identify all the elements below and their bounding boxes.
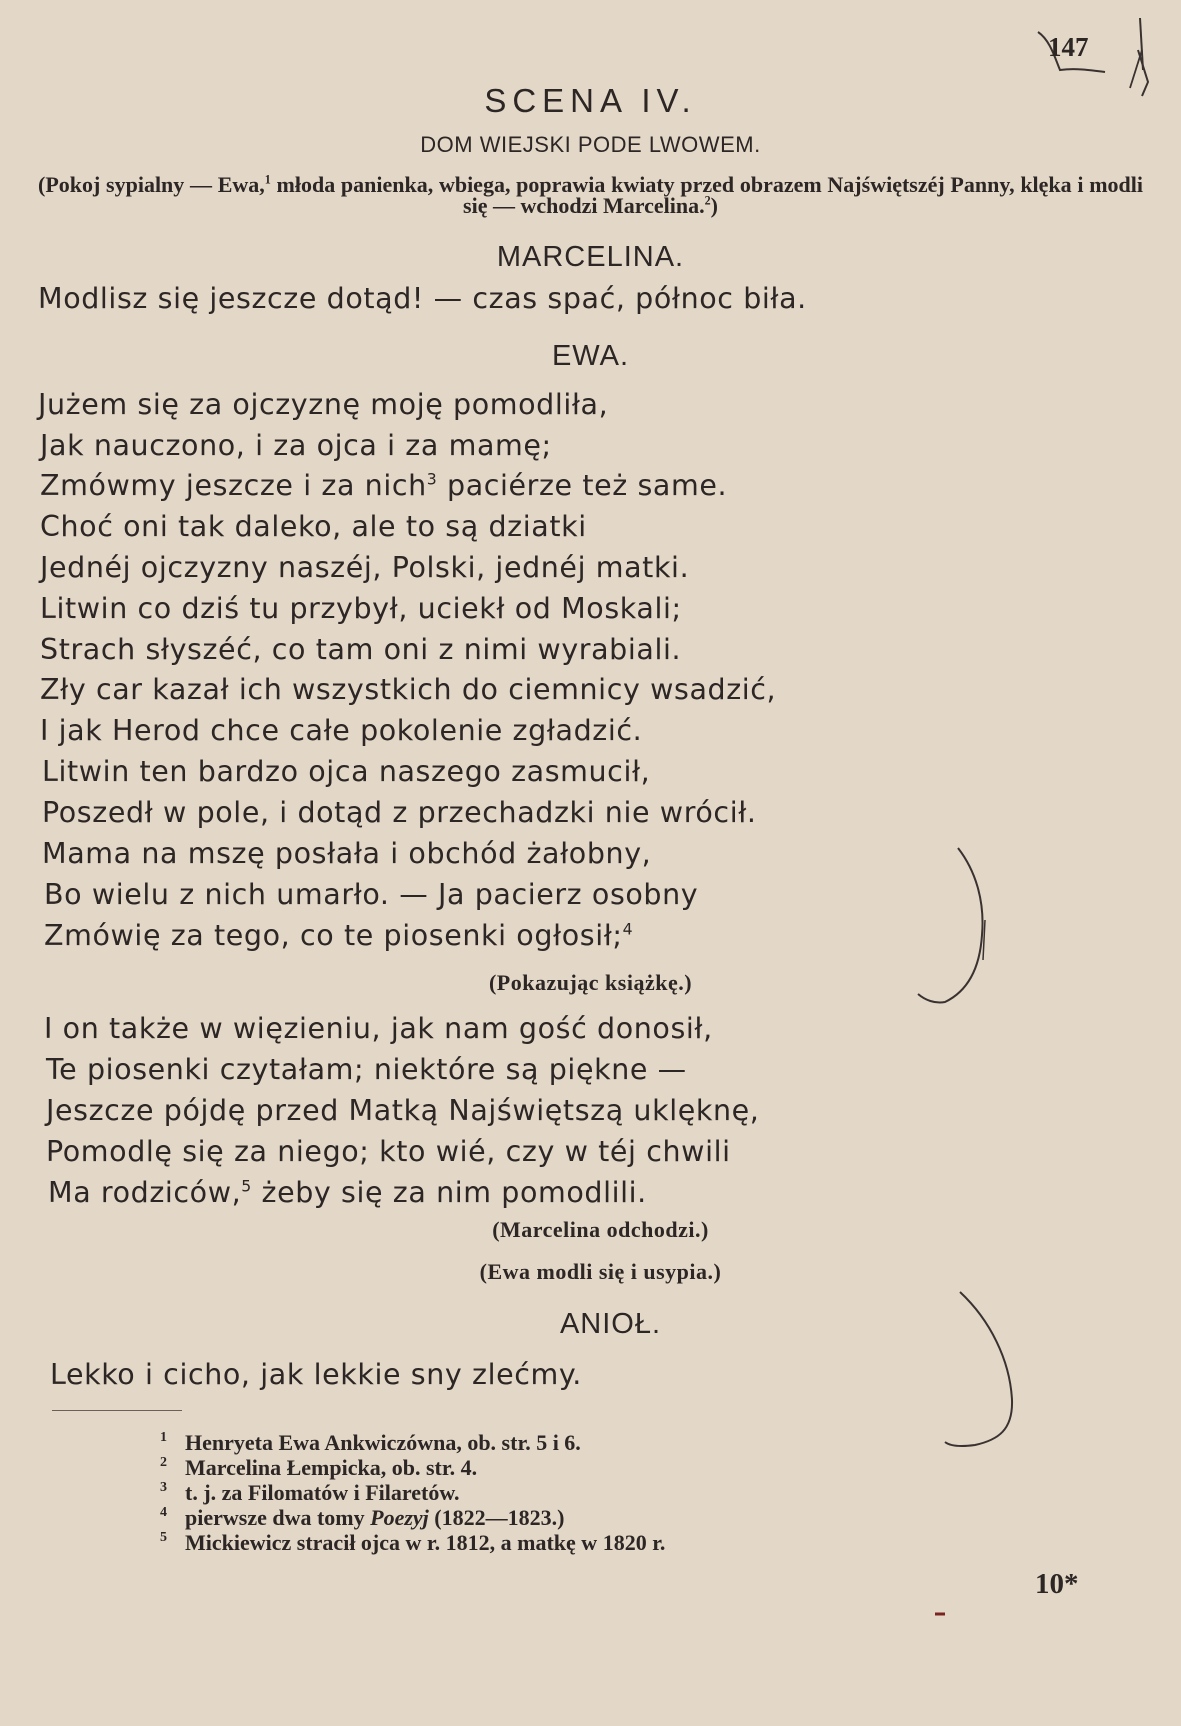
verse-text: Ma rodziców, xyxy=(48,1176,242,1209)
verse-text: żeby się za nim pomodlili. xyxy=(251,1176,647,1209)
speaker-marcelina: MARCELINA. xyxy=(496,241,685,273)
verse-line xyxy=(40,469,727,502)
verse-line: Jak nauczono, i za ojca i za mamę; xyxy=(40,429,552,462)
verse-line: Strach słyszéć, co tam oni z nimi wyrabiali. xyxy=(40,633,682,666)
footnote-ref: 5 xyxy=(241,1176,252,1196)
printer-signature: 10* xyxy=(1035,1568,1079,1600)
verse-line: Jeszcze pójdę przed Matką Najświętszą uklęknę, xyxy=(46,1094,760,1127)
verse-line: Choć oni tak daleko, ale to są dziatki xyxy=(40,510,587,543)
verse-line: Bo wielu z nich umarło. — Ja pacierz osobny xyxy=(44,878,699,911)
verse-line: Modlisz się jeszcze dotąd! — czas spać, północ biła. xyxy=(38,282,807,315)
footnote xyxy=(160,1480,460,1506)
verse-line: Te piosenki czytałam; niektóre są piękne — xyxy=(46,1053,687,1086)
verse-line xyxy=(48,1176,647,1209)
verse-line: Jużem się za ojczyznę moję pomodliła, xyxy=(38,388,609,421)
verse-line: Litwin ten bardzo ojca naszego zasmucił, xyxy=(42,755,651,788)
footnote-number: 3 xyxy=(160,1480,167,1495)
footnote-number: 4 xyxy=(160,1505,167,1520)
footnote-number: 1 xyxy=(160,1430,167,1445)
verse-line: I on także w więzieniu, jak nam gość donosił, xyxy=(44,1012,713,1045)
verse-line: Zły car kazał ich wszystkich do ciemnicy wsadzić, xyxy=(40,673,777,706)
speaker-aniol: ANIOŁ. xyxy=(559,1308,662,1340)
footnote-divider xyxy=(52,1410,182,1411)
footnote-text: t. j. za Filomatów i Filaretów. xyxy=(185,1480,460,1505)
footnote-ref: 4 xyxy=(622,919,634,939)
verse-line xyxy=(44,919,633,952)
footnote-text: Mickiewicz stracił ojca w r. 1812, a matkę w 1820 r. xyxy=(185,1530,666,1555)
footnote-text: (1822—1823.) xyxy=(428,1505,565,1530)
verse-line: Pomodlę się za niego; kto wié, czy w téj chwili xyxy=(46,1135,731,1168)
footnote-text: pierwsze dwa tomy xyxy=(185,1505,371,1530)
footnote xyxy=(160,1505,564,1531)
verse-line: I jak Herod chce całe pokolenie zgładzić. xyxy=(40,714,643,747)
verse-line: Poszedł w pole, i dotąd z przechadzki nie wrócił. xyxy=(42,796,757,829)
footnote xyxy=(160,1430,581,1456)
footnote-italic-title: Poezyj xyxy=(370,1505,429,1530)
footnote-text: Henryeta Ewa Ankwiczówna, ob. str. 5 i 6. xyxy=(185,1430,581,1455)
speaker-ewa: EWA. xyxy=(551,340,630,372)
verse-text: Zmówmy jeszcze i za nich xyxy=(40,469,427,502)
scene-location: DOM WIEJSKI PODE LWOWEM. xyxy=(420,132,761,157)
footnote-text: Marcelina Łempicka, ob. str. 4. xyxy=(185,1455,478,1480)
footnote xyxy=(160,1530,665,1556)
opening-direction-part: ) xyxy=(710,193,718,218)
verse-text: Zmówię za tego, co te piosenki ogłosił; xyxy=(44,919,623,952)
stage-direction: (Marcelina odchodzi.) xyxy=(492,1217,709,1242)
footnote xyxy=(160,1455,477,1481)
opening-stage-direction xyxy=(38,174,1143,216)
footnote-number: 5 xyxy=(160,1530,167,1545)
page-number: 147 xyxy=(1048,32,1089,62)
footnote-ref: 2 xyxy=(704,193,711,208)
opening-direction-part: młoda panienka, wbiega, poprawia kwiaty przed obrazem Najświętszéj Panny, klęka i modli się — wchodzi Marcelina. xyxy=(270,172,1143,218)
opening-direction-part: (Pokoj sypialny — Ewa, xyxy=(38,172,265,197)
verse-text: paciérze też same. xyxy=(437,469,728,502)
stage-direction: (Pokazując książkę.) xyxy=(488,970,693,995)
verse-line: Jednéj ojczyzny naszéj, Polski, jednéj matki. xyxy=(40,551,690,584)
verse-line: Lekko i cicho, jak lekkie sny zlećmy. xyxy=(50,1358,582,1391)
stage-direction: (Ewa modli się i usypia.) xyxy=(479,1259,722,1284)
footnote-number: 2 xyxy=(160,1455,167,1470)
footnote-ref: 3 xyxy=(426,469,438,489)
verse-line: Mama na mszę posłała i obchód żałobny, xyxy=(42,837,652,870)
verse-line: Litwin co dziś tu przybył, uciekł od Moskali; xyxy=(40,592,682,625)
footnote-ref: 1 xyxy=(264,172,271,187)
scene-title: SCENA IV. xyxy=(484,82,697,119)
